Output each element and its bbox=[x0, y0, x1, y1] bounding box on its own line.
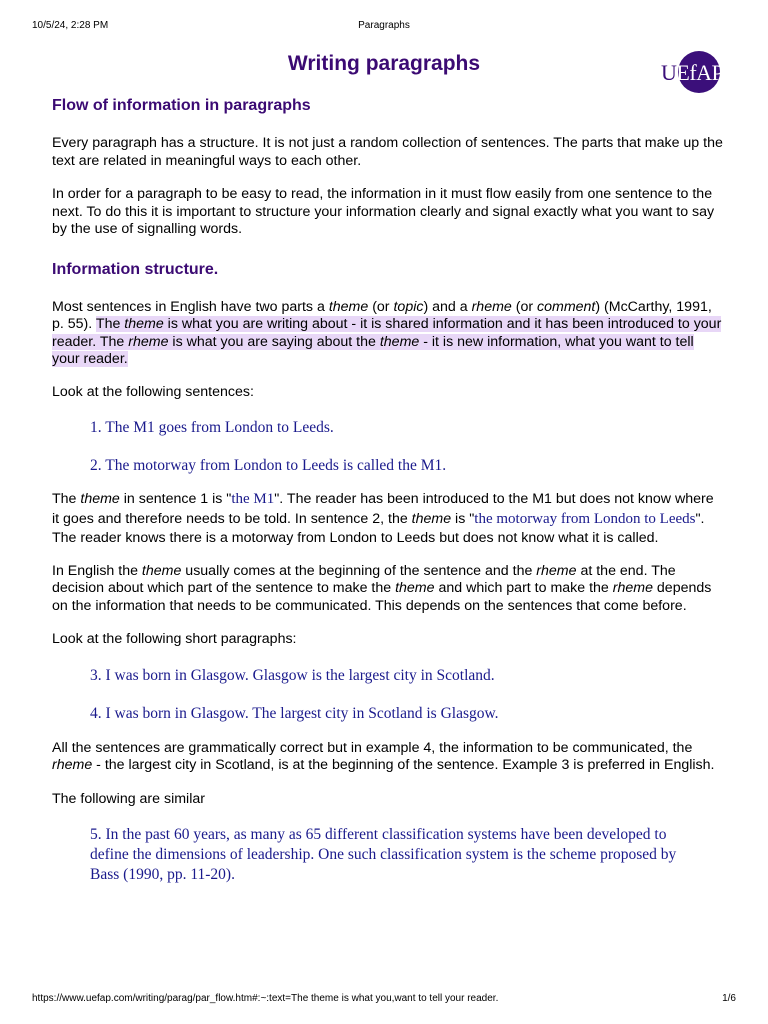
main-content bbox=[52, 92, 724, 885]
print-page-name: Paragraphs bbox=[358, 20, 410, 31]
paragraph: Look at the following short paragraphs: bbox=[52, 631, 297, 647]
page-title: Writing paragraphs bbox=[287, 52, 481, 75]
logo-text bbox=[661, 60, 723, 86]
print-page-count: 1/6 bbox=[722, 993, 736, 1004]
paragraph-sentence-themes: The theme in sentence 1 is "the M1". The reader has been introduced to the M1 but does not know where it goes and therefore needs to be told. In sentence 2, the theme is "the motorway from London to Leeds". The reader knows there is a motorway from London to Leeds but does not know what it is called. bbox=[52, 491, 714, 546]
paragraph-grammatical: All the sentences are grammatically correct but in example 4, the information to be communicated, the rheme - the largest city in Scotland, is at the beginning of the sentence. Example 3 is preferred in English. bbox=[52, 739, 715, 773]
paragraph: The following are similar bbox=[52, 790, 205, 807]
paragraph: Every paragraph has a structure. It is not just a random collection of sentences. The parts that make up the text are related in meaningful ways to each other. bbox=[52, 135, 723, 169]
section-heading-structure: Information structure. bbox=[52, 260, 219, 278]
paragraph-theme-position: In English the theme usually comes at the beginning of the sentence and the rheme at the end. The decision about which part of the sentence to make the theme and which part to make the rheme depends on the information that needs to be communicated. This depends on the sentences that come before. bbox=[52, 562, 712, 614]
logo-letters-rest: EfAP bbox=[676, 60, 724, 85]
example-5: 5. In the past 60 years, as many as 65 different classification systems have been developed to define the dimensions of leadership. One such classification system is the scheme proposed by Bass (1990, pp. 11-20). bbox=[90, 826, 677, 883]
example-2: 2. The motorway from London to Leeds is called the M1. bbox=[90, 457, 447, 474]
uefap-logo[interactable] bbox=[658, 51, 730, 93]
paragraph: In order for a paragraph to be easy to read, the information in it must flow easily from one sentence to the next. To do this it is important to structure your information clearly and signal exactly what you want to say by the use of signalling words. bbox=[52, 186, 715, 237]
section-heading-flow: Flow of information in paragraphs bbox=[52, 97, 311, 114]
print-url: https://www.uefap.com/writing/parag/par_flow.htm#:~:text=The theme is what you,want to tell your reader. bbox=[32, 993, 499, 1004]
paragraph: Look at the following sentences: bbox=[52, 383, 254, 400]
example-3: 3. I was born in Glasgow. Glasgow is the largest city in Scotland. bbox=[90, 666, 495, 684]
example-1: 1. The M1 goes from London to Leeds. bbox=[90, 419, 334, 436]
highlighted-text: The theme is what you are writing about - it is shared information and it has been introduced to your reader. The rheme is what you are saying about the theme - it is new information, what you want to tell your reader. bbox=[52, 316, 722, 367]
example-4: 4. I was born in Glasgow. The largest city in Scotland is Glasgow. bbox=[90, 704, 499, 722]
paragraph-theme-rheme: Most sentences in English have two parts a theme (or topic) and a rheme (or comment) (McCarthy, 1991, p. 55). The theme is what you are writing about - it is shared information and it has been introduced to your reader. The rheme is what you are saying about the theme - it is new information, what you want to tell your reader. bbox=[52, 298, 722, 367]
print-datetime: 10/5/24, 2:28 PM bbox=[32, 20, 109, 31]
logo-letter-u: U bbox=[661, 60, 677, 85]
